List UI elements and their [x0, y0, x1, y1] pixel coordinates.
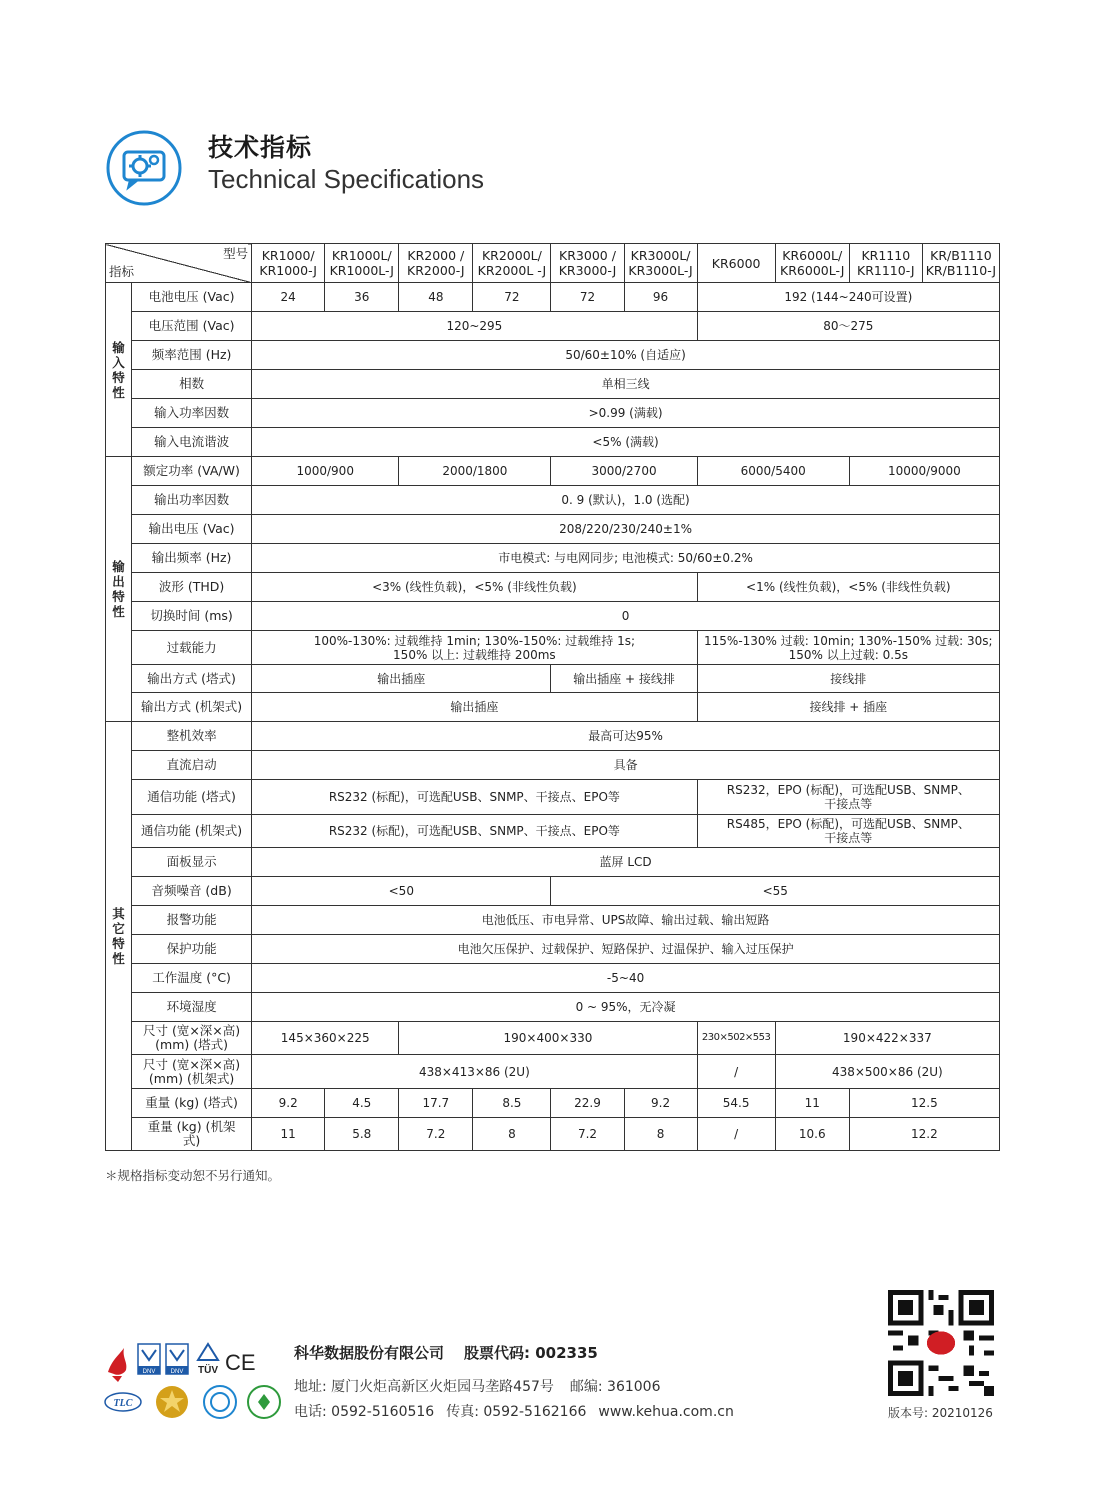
- table-row: [106, 1022, 1000, 1055]
- group-input-label: 输 入 特 性: [112, 339, 125, 400]
- table-cell: 0: [252, 602, 1000, 631]
- table-row: [106, 1055, 1000, 1089]
- table-cell: 输出插座 + 接线排: [551, 665, 697, 693]
- row-label: 输入功率因数: [132, 399, 252, 428]
- model-header: [473, 244, 551, 283]
- model-1: KR1000/ KR1000-J: [259, 248, 317, 278]
- table-cell: 36: [325, 283, 399, 312]
- table-cell: 蓝屏 LCD: [252, 848, 1000, 877]
- table-cell: 电池欠压保护、过载保护、短路保护、过温保护、输入过压保护: [252, 935, 1000, 964]
- table-cell: 9.2: [252, 1089, 325, 1118]
- corner-model-label: 型号: [223, 246, 249, 261]
- table-cell: 11: [775, 1089, 849, 1118]
- table-row: [106, 877, 1000, 906]
- table-cell: 230×502×553: [697, 1022, 775, 1055]
- row-label: 报警功能: [132, 906, 252, 935]
- model-header: [849, 244, 922, 283]
- corner-index-label: 指标: [109, 264, 135, 279]
- row-label: 通信功能 (塔式): [132, 780, 252, 815]
- address: 地址: 厦门火炬高新区火炬园马垄路457号: [294, 1379, 554, 1395]
- model-6: KR3000L/ KR3000L-J: [628, 248, 693, 278]
- table-cell: 17.7: [399, 1089, 473, 1118]
- table-cell: 192 (144~240可设置): [697, 283, 999, 312]
- table-row: [106, 722, 1000, 751]
- row-label: 整机效率: [132, 722, 252, 751]
- table-cell: 接线排: [697, 665, 999, 693]
- model-header: [775, 244, 849, 283]
- table-cell: 72: [473, 283, 551, 312]
- table-cell: 输出插座: [252, 693, 697, 722]
- company-info: [294, 1342, 598, 1363]
- dnv-cert-icon-2: [166, 1344, 188, 1375]
- table-cell: [697, 815, 999, 848]
- row-label: 重量 (kg) (塔式): [132, 1089, 252, 1118]
- table-row: [106, 993, 1000, 1022]
- table-cell: 208/220/230/240±1%: [252, 515, 1000, 544]
- table-cell: <55: [551, 877, 1000, 906]
- fax: 传真: 0592-5162166: [446, 1404, 587, 1420]
- row-label: 切换时间 (ms): [132, 602, 252, 631]
- spec-table: [105, 243, 1000, 1151]
- table-cell: 80～275: [697, 312, 999, 341]
- model-3: KR2000 / KR2000-J: [407, 248, 465, 278]
- table-cell: 1000/900: [252, 457, 399, 486]
- page-title-cn: 技术指标: [208, 133, 313, 162]
- table-cell: 0 ~ 95%，无冷凝: [252, 993, 1000, 1022]
- table-cell: 5.8: [325, 1118, 399, 1151]
- table-cell: -5~40: [252, 964, 1000, 993]
- table-cell: 接线排 + 插座: [697, 693, 999, 722]
- table-cell: <50: [252, 877, 551, 906]
- table-cell: 3000/2700: [551, 457, 697, 486]
- postcode: 邮编: 361006: [569, 1379, 661, 1395]
- model-10: KR/B1110 KR/B1110-J: [925, 248, 997, 278]
- telephone: 电话: 0592-5160516: [294, 1404, 435, 1420]
- table-cell: 最高可达95%: [252, 722, 1000, 751]
- table-cell: /: [697, 1118, 775, 1151]
- table-row: [106, 1089, 1000, 1118]
- table-cell: [697, 780, 999, 815]
- table-cell: 7.2: [399, 1118, 473, 1151]
- row-label: 面板显示: [132, 848, 252, 877]
- model-header: [399, 244, 473, 283]
- table-row: [106, 486, 1000, 515]
- table-row: [106, 312, 1000, 341]
- row-label: 环境湿度: [132, 993, 252, 1022]
- model-2: KR1000L/ KR1000L-J: [329, 248, 394, 278]
- table-row: [106, 573, 1000, 602]
- tuv-cert-icon: [198, 1344, 218, 1376]
- model-8: KR6000L/ KR6000L-J: [780, 248, 845, 278]
- dnv-cert-icon-1: [138, 1344, 160, 1375]
- table-cell: /: [697, 1055, 775, 1089]
- table-cell: <5% (满载): [252, 428, 1000, 457]
- table-cell: 72: [551, 283, 624, 312]
- table-cell: 120~295: [252, 312, 697, 341]
- green-cert-icon: [248, 1386, 280, 1418]
- row-label: 频率范围 (Hz): [132, 341, 252, 370]
- comm-rack-text: RS485，EPO (标配)，可选配USB、SNMP、 干接点等: [726, 817, 970, 845]
- table-row: [106, 935, 1000, 964]
- page-title-en: Technical Specifications: [208, 164, 485, 194]
- table-cell: 50/60±10% (自适应): [252, 341, 1000, 370]
- table-cell: 8: [624, 1118, 697, 1151]
- svg-text:TLC: TLC: [113, 1398, 133, 1409]
- table-row: [106, 631, 1000, 665]
- stock-code: 股票代码: 002335: [464, 1344, 598, 1362]
- row-label: 电池电压 (Vac): [132, 283, 252, 312]
- table-row: [106, 602, 1000, 631]
- flame-logo-icon: [108, 1348, 126, 1382]
- row-label: 过载能力: [132, 631, 252, 665]
- table-cell: 0. 9 (默认)，1.0 (选配): [252, 486, 1000, 515]
- table-row: [106, 964, 1000, 993]
- table-row: [106, 283, 1000, 312]
- group-input: [106, 283, 132, 457]
- corner-cell: [106, 244, 252, 283]
- tlc-cert-icon: [105, 1393, 141, 1411]
- model-4: KR2000L/ KR2000L -J: [477, 248, 547, 278]
- table-cell: 7.2: [551, 1118, 624, 1151]
- model-header: [922, 244, 999, 283]
- table-cell: 48: [399, 283, 473, 312]
- table-cell: 10000/9000: [849, 457, 999, 486]
- table-cell: 145×360×225: [252, 1022, 399, 1055]
- svg-text:TÜV: TÜV: [198, 1365, 218, 1376]
- spec-note: ＊规格指标变动恕不另行通知。: [105, 1168, 281, 1183]
- svg-text:CE: CE: [225, 1350, 256, 1375]
- svg-text:DNV: DNV: [170, 1369, 184, 1375]
- row-label: 电压范围 (Vac): [132, 312, 252, 341]
- table-cell: 10.6: [775, 1118, 849, 1151]
- table-cell: RS232 (标配)，可选配USB、SNMP、干接点、EPO等: [252, 815, 697, 848]
- ce-mark-icon: [225, 1350, 256, 1375]
- table-row: [106, 665, 1000, 693]
- table-cell: >0.99 (满载): [252, 399, 1000, 428]
- table-cell: 96: [624, 283, 697, 312]
- table-row: [106, 751, 1000, 780]
- quality-award-icon: [156, 1386, 188, 1418]
- certification-logos: [104, 1340, 284, 1422]
- table-cell: 12.2: [849, 1118, 999, 1151]
- table-cell: [252, 631, 697, 665]
- row-label: 额定功率 (VA/W): [132, 457, 252, 486]
- company-name: 科华数据股份有限公司: [294, 1344, 445, 1362]
- table-cell: [697, 631, 999, 665]
- table-row: [106, 1118, 1000, 1151]
- table-cell: 具备: [252, 751, 1000, 780]
- group-output-label: 输 出 特 性: [112, 559, 125, 619]
- table-cell: 190×422×337: [775, 1022, 999, 1055]
- table-cell: 电池低压、市电异常、UPS故障、输出过载、输出短路: [252, 906, 1000, 935]
- group-other-label: 其 它 特 性: [112, 906, 125, 966]
- model-header: [551, 244, 624, 283]
- row-label: [132, 1055, 252, 1089]
- size-rack-label: 尺寸 (宽×深×高) (mm) (机架式): [142, 1056, 241, 1086]
- group-other: [106, 722, 132, 1151]
- table-row: [106, 515, 1000, 544]
- row-label: 输出方式 (机架式): [132, 693, 252, 722]
- overload-text-b: 115%-130% 过载: 10min; 130%-150% 过载: 30s; 150% 以上过载: 0.5s: [704, 633, 993, 662]
- comm-tower-text: RS232，EPO (标配)，可选配USB、SNMP、 干接点等: [726, 783, 970, 811]
- model-5: KR3000 / KR3000-J: [558, 248, 617, 278]
- table-cell: 8: [473, 1118, 551, 1151]
- table-cell: 438×413×86 (2U): [252, 1055, 697, 1089]
- table-cell: 8.5: [473, 1089, 551, 1118]
- table-cell: <1% (线性负载)，<5% (非线性负载): [697, 573, 999, 602]
- table-cell: 24: [252, 283, 325, 312]
- model-header: [624, 244, 697, 283]
- row-label: 通信功能 (机架式): [132, 815, 252, 848]
- table-row: [106, 780, 1000, 815]
- address-line: [294, 1376, 661, 1396]
- row-label: 相数: [132, 370, 252, 399]
- version-number: 版本号: 20210126: [888, 1406, 993, 1420]
- table-cell: 11: [252, 1118, 325, 1151]
- table-row: [106, 399, 1000, 428]
- group-output: [106, 457, 132, 722]
- row-label: 音频噪音 (dB): [132, 877, 252, 906]
- row-label: [132, 1022, 252, 1055]
- table-cell: 输出插座: [252, 665, 551, 693]
- row-label: 输出功率因数: [132, 486, 252, 515]
- model-9: KR1110 KR1110-J: [857, 248, 915, 278]
- qr-code-icon: [888, 1290, 994, 1396]
- model-header: [697, 244, 775, 283]
- table-row: [106, 370, 1000, 399]
- overload-text-a: 100%-130%: 过载维持 1min; 130%-150%: 过载维持 1s; 150% 以上: 过载维持 200ms: [313, 633, 636, 662]
- table-cell: 12.5: [849, 1089, 999, 1118]
- model-7: KR6000: [711, 255, 761, 271]
- table-cell: 2000/1800: [399, 457, 551, 486]
- row-label: 输出电压 (Vac): [132, 515, 252, 544]
- table-cell: 54.5: [697, 1089, 775, 1118]
- table-row: [106, 815, 1000, 848]
- table-cell: 市电模式: 与电网同步; 电池模式: 50/60±0.2%: [252, 544, 1000, 573]
- table-row: [106, 341, 1000, 370]
- svg-text:DNV: DNV: [142, 1369, 156, 1375]
- table-row: [106, 457, 1000, 486]
- table-cell: 9.2: [624, 1089, 697, 1118]
- row-label: 波形 (THD): [132, 573, 252, 602]
- size-tower-label: 尺寸 (宽×深×高) (mm) (塔式): [142, 1023, 241, 1052]
- cert-seal-icon: [204, 1386, 236, 1418]
- table-row: [106, 906, 1000, 935]
- model-header: [325, 244, 399, 283]
- table-cell: 438×500×86 (2U): [775, 1055, 999, 1089]
- weight-rack-label: 重量 (kg) (机架 式): [147, 1119, 236, 1148]
- table-cell: 4.5: [325, 1089, 399, 1118]
- row-label: 直流启动: [132, 751, 252, 780]
- row-label: [132, 1118, 252, 1151]
- contact-line: [294, 1401, 746, 1421]
- table-row: [106, 544, 1000, 573]
- table-cell: <3% (线性负载)，<5% (非线性负载): [252, 573, 697, 602]
- table-cell: 22.9: [551, 1089, 624, 1118]
- header-row: [106, 244, 1000, 283]
- website-link[interactable]: www.kehua.com.cn: [598, 1404, 734, 1420]
- table-row: [106, 428, 1000, 457]
- row-label: 输入电流谐波: [132, 428, 252, 457]
- table-cell: 190×400×330: [399, 1022, 697, 1055]
- gear-chat-icon: [106, 130, 182, 206]
- table-cell: 6000/5400: [697, 457, 849, 486]
- table-cell: RS232 (标配)，可选配USB、SNMP、干接点、EPO等: [252, 780, 697, 815]
- row-label: 输出频率 (Hz): [132, 544, 252, 573]
- table-row: [106, 693, 1000, 722]
- table-row: [106, 848, 1000, 877]
- table-cell: 单相三线: [252, 370, 1000, 399]
- row-label: 工作温度 (°C): [132, 964, 252, 993]
- model-header: [252, 244, 325, 283]
- row-label: 输出方式 (塔式): [132, 665, 252, 693]
- row-label: 保护功能: [132, 935, 252, 964]
